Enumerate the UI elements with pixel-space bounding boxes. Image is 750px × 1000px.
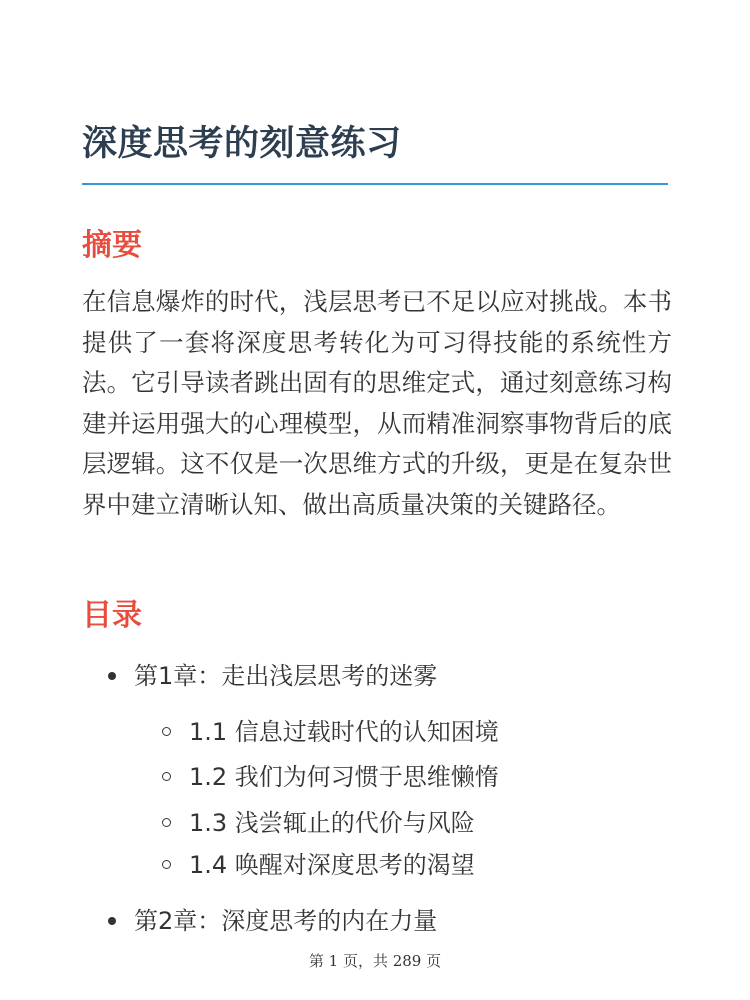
toc-item-label: 第2章：深度思考的内在力量	[134, 907, 438, 935]
toc-section-1-2[interactable]	[82, 761, 668, 793]
toc-item-label: 1.4 唤醒对深度思考的渴望	[189, 851, 475, 879]
abstract-heading: 摘要	[82, 228, 142, 263]
page-title: 深度思考的刻意练习	[82, 124, 402, 164]
title-divider	[82, 183, 668, 185]
filled-bullet-icon	[108, 917, 116, 925]
toc-section-1-1[interactable]	[82, 716, 668, 748]
toc-item-label: 第1章：走出浅层思考的迷雾	[134, 662, 438, 690]
toc-item-label: 1.2 我们为何习惯于思维懒惰	[189, 763, 499, 791]
toc-section-1-3[interactable]	[82, 807, 668, 839]
toc-item-label: 1.1 信息过载时代的认知困境	[189, 718, 499, 746]
hollow-bullet-icon	[162, 772, 171, 781]
hollow-bullet-icon	[162, 860, 171, 869]
toc-item-label: 1.3 浅尝辄止的代价与风险	[189, 809, 475, 837]
page-number-footer: 第 1 页，共 289 页	[308, 952, 442, 970]
toc-heading: 目录	[82, 598, 142, 633]
toc-chapter-2[interactable]	[82, 905, 668, 937]
hollow-bullet-icon	[162, 727, 171, 736]
toc-chapter-1[interactable]	[82, 660, 668, 692]
toc-section-1-4[interactable]	[82, 849, 668, 881]
abstract-paragraph: 在信息爆炸的时代，浅层思考已不足以应对挑战。本书提供了一套将深度思考转化为可习得技能的系统性方法。它引导读者跳出固有的思维定式，通过刻意练习构建并运用强大的心理模型，从而精准洞察事物背后的底层逻辑。这不仅是一次思维方式的升级，更是在复杂世界中建立清晰认知、做出高质量决策的关键路径。	[82, 287, 672, 519]
hollow-bullet-icon	[162, 818, 171, 827]
filled-bullet-icon	[108, 672, 116, 680]
